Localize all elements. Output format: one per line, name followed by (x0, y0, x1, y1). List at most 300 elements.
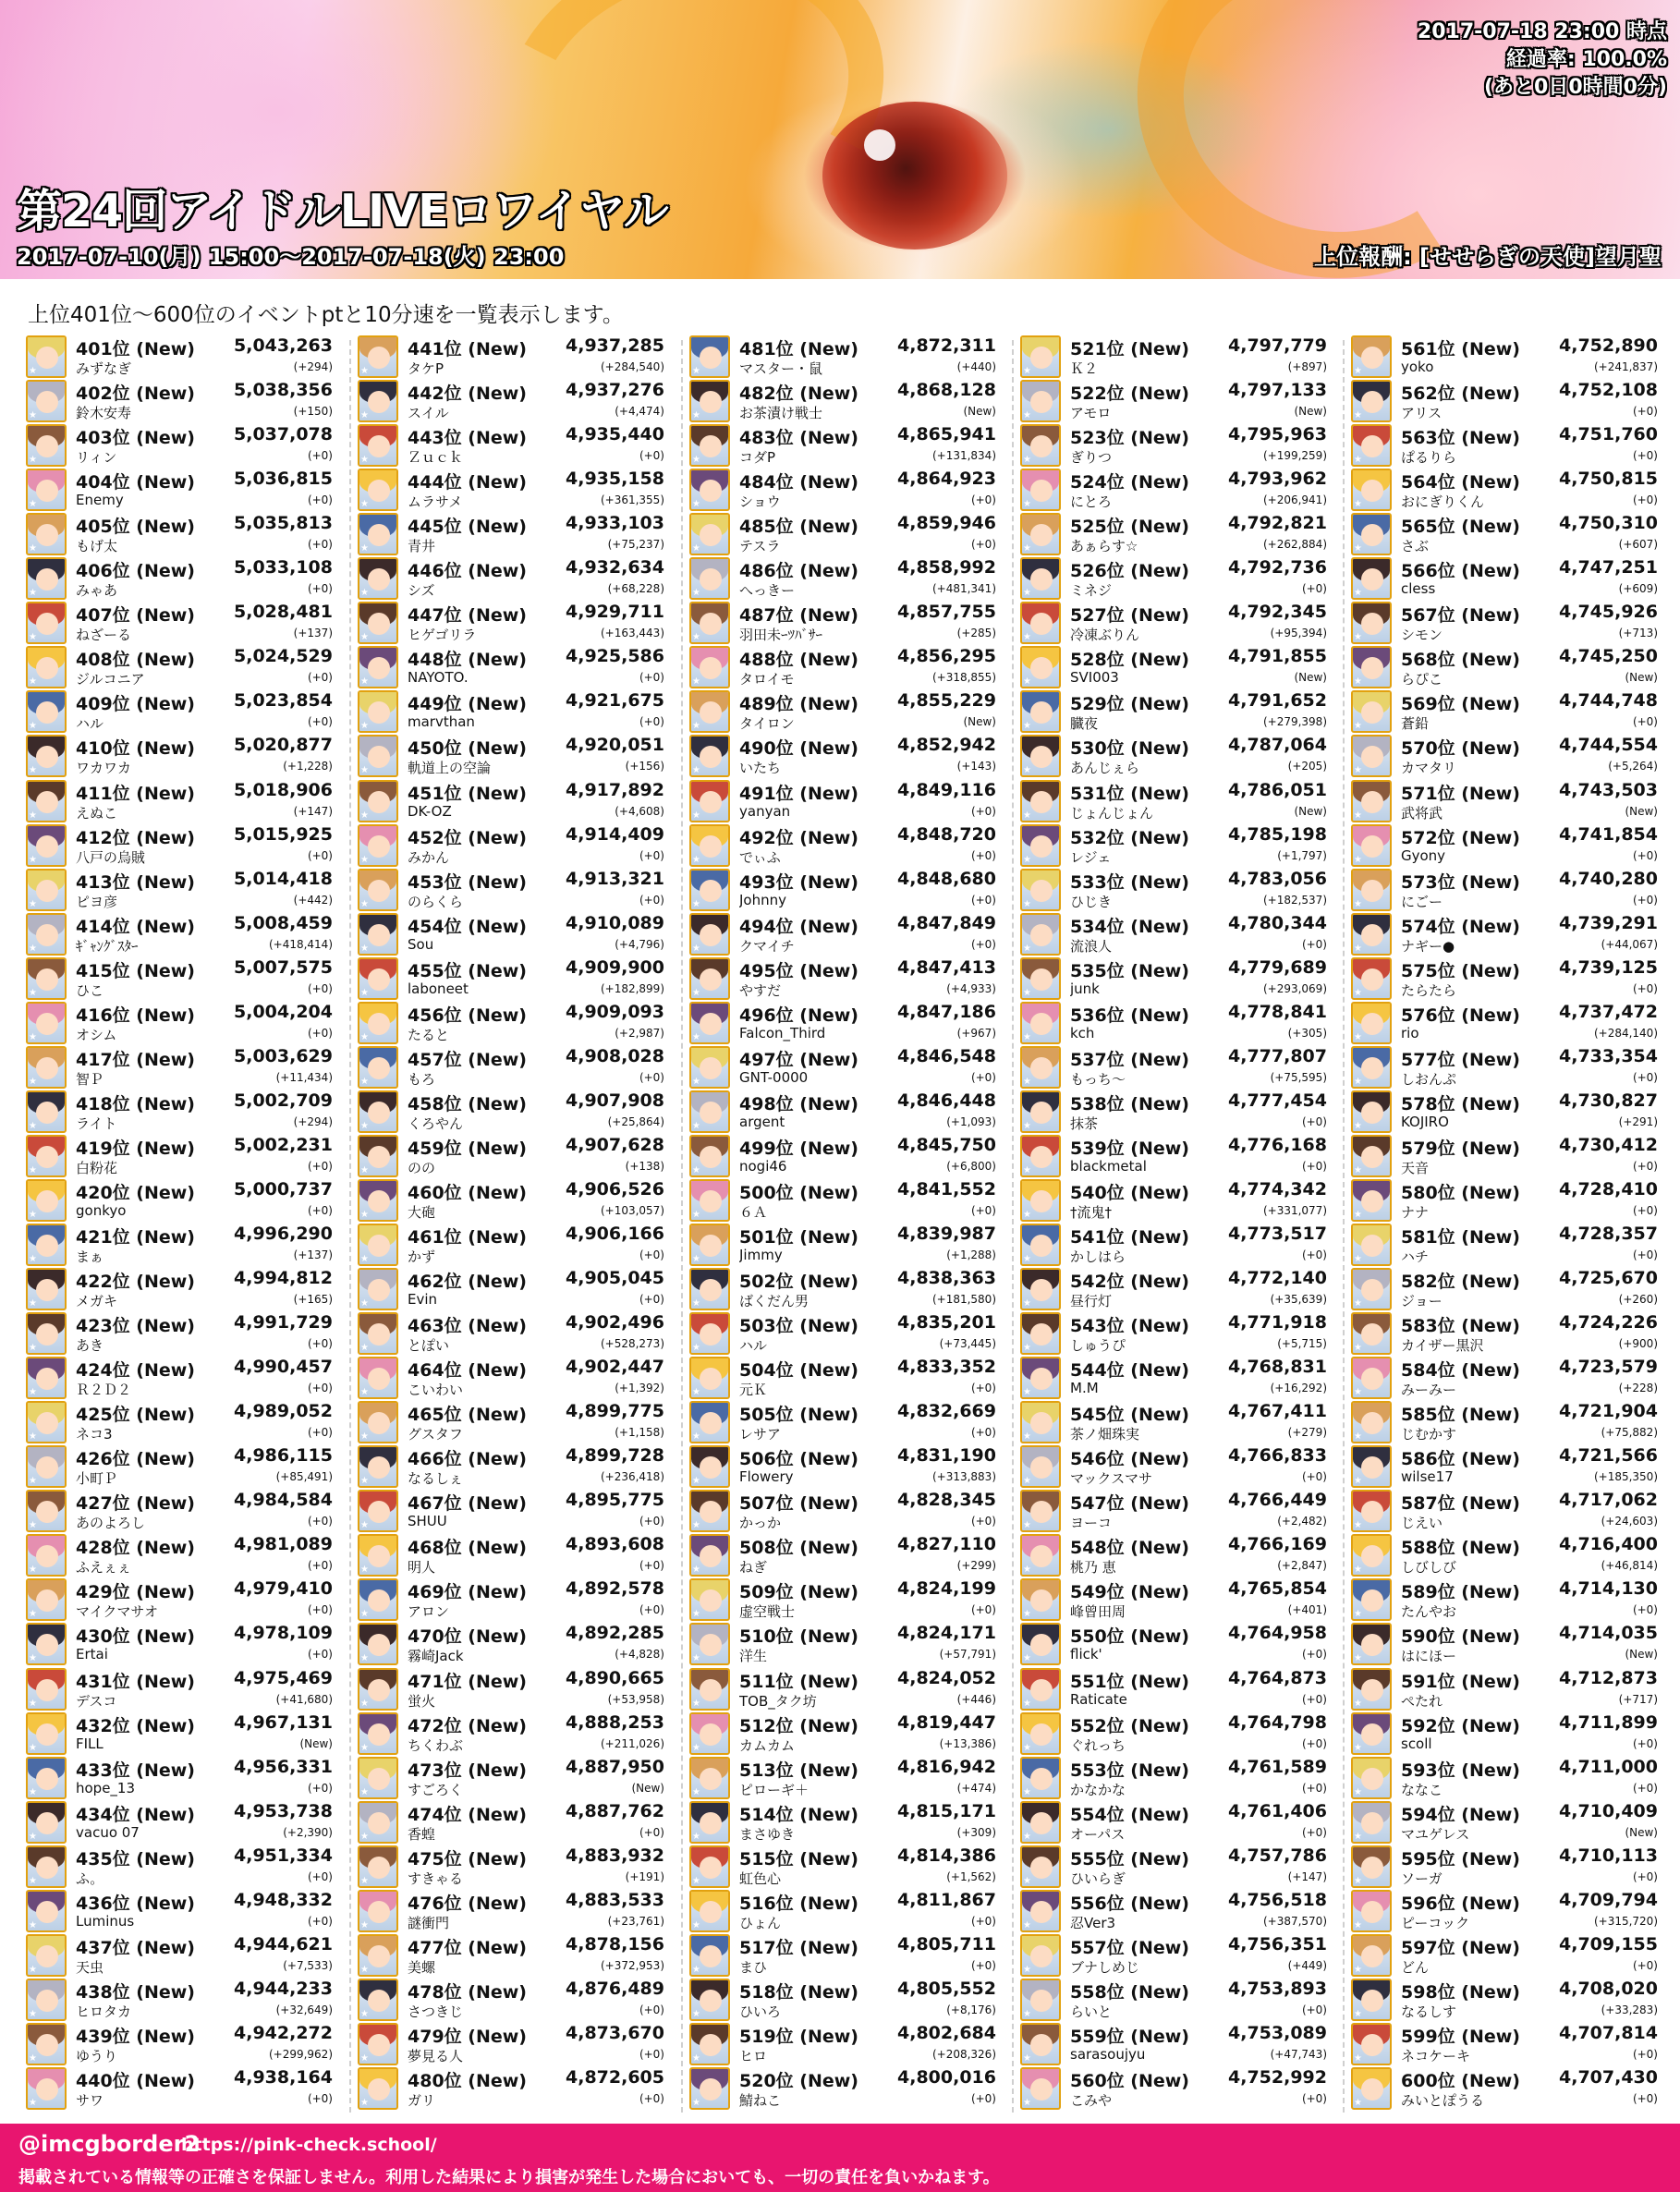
ranking-entry (1020, 1845, 1331, 1889)
ranking-entry (26, 423, 336, 468)
entry-speed: (+85,491) (275, 1470, 333, 1484)
entry-points: 4,766,169 (1228, 1534, 1327, 1555)
idol-avatar-icon (1020, 2067, 1061, 2110)
idol-avatar-icon (358, 1712, 398, 1755)
entry-points: 4,990,457 (234, 1357, 333, 1378)
ranking-entry (1020, 1889, 1331, 1933)
ranking-entry (358, 1356, 668, 1400)
entry-speed: (+0) (307, 1914, 333, 1928)
entry-username: シモン (1401, 627, 1443, 644)
entry-username: へっきー (739, 582, 796, 600)
star-icon: ★ (29, 1875, 37, 1886)
entry-username: ハル (76, 715, 104, 733)
avatar-face (368, 2078, 390, 2101)
entry-username: あぁらす☆ (1070, 538, 1138, 555)
ranking-entry (689, 689, 1000, 734)
idol-avatar-icon (26, 913, 67, 956)
entry-rank: 512位 (New) (739, 1715, 858, 1736)
entry-username: なるしす (1401, 2003, 1457, 2020)
idol-avatar-icon (26, 1801, 67, 1844)
idol-avatar-icon (1020, 424, 1061, 467)
star-icon: ★ (360, 1254, 369, 1264)
idol-avatar-icon (358, 824, 398, 867)
entry-speed: (+0) (307, 1648, 333, 1662)
ranking-entry (1351, 1444, 1662, 1489)
entry-points: 4,841,552 (897, 1178, 996, 1200)
entry-rank: 474位 (New) (408, 1804, 527, 1825)
entry-points: 5,007,575 (234, 956, 333, 978)
idol-avatar-icon (358, 1179, 398, 1222)
avatar-face (1030, 880, 1053, 902)
idol-avatar-icon (1351, 1312, 1392, 1355)
entry-points: 5,035,813 (234, 513, 333, 534)
entry-points: 4,846,548 (897, 1045, 996, 1066)
ranking-entry (1020, 1045, 1331, 1090)
entry-points: 4,777,807 (1228, 1045, 1327, 1066)
avatar-face (1361, 1057, 1383, 1079)
ranking-entry (358, 1577, 668, 1622)
star-icon: ★ (360, 721, 369, 732)
ranking-entry (1351, 601, 1662, 645)
avatar-face (700, 2034, 722, 2056)
entry-speed: (+156) (625, 760, 664, 773)
idol-avatar-icon (689, 913, 730, 956)
idol-avatar-icon (358, 557, 398, 600)
entry-speed: (+713) (1618, 627, 1658, 640)
entry-speed: (+0) (1632, 1736, 1658, 1750)
entry-rank: 410位 (New) (76, 738, 195, 760)
ranking-entry (1020, 2022, 1331, 2066)
entry-username: なるしぇ (408, 1470, 464, 1488)
idol-avatar-icon (358, 780, 398, 822)
ranking-entry (1020, 1178, 1331, 1223)
entry-points: 4,831,190 (897, 1445, 996, 1467)
entry-username: 智Ｐ (76, 1070, 104, 1088)
avatar-face (1361, 924, 1383, 946)
star-icon: ★ (1354, 2008, 1362, 2019)
entry-username: カイザー黒沢 (1401, 1337, 1484, 1355)
entry-speed: (+0) (307, 1382, 333, 1395)
entry-username: まひ (739, 1958, 768, 1976)
entry-points: 4,730,827 (1559, 1090, 1658, 1111)
entry-speed: (+147) (293, 804, 333, 818)
idol-avatar-icon (689, 1890, 730, 1932)
ranking-entry (26, 1978, 336, 2022)
idol-avatar-icon (1020, 1534, 1061, 1577)
entry-username: ばくだん男 (739, 1293, 810, 1310)
entry-rank: 561位 (New) (1401, 339, 1520, 359)
entry-rank: 598位 (New) (1401, 1981, 1520, 2003)
entry-speed: (+0) (970, 1958, 996, 1972)
avatar-face (36, 568, 58, 591)
entry-points: 5,036,815 (234, 469, 333, 490)
star-icon: ★ (29, 1031, 37, 1042)
star-icon: ★ (360, 854, 369, 865)
entry-points: 4,744,554 (1559, 735, 1658, 756)
entry-points: 4,887,950 (566, 1756, 664, 1777)
ranking-entry (1351, 1933, 1662, 1978)
idol-avatar-icon (26, 646, 67, 688)
idol-avatar-icon (358, 513, 398, 555)
entry-username: 冷凍ぶりん (1070, 627, 1140, 644)
entry-points: 4,855,229 (897, 690, 996, 712)
entry-points: 4,846,448 (897, 1090, 996, 1111)
star-icon: ★ (29, 1609, 37, 1620)
entry-points: 4,986,115 (234, 1445, 333, 1467)
ranking-entry (1020, 1577, 1331, 1622)
entry-points: 4,811,867 (897, 1889, 996, 1910)
ranking-entry (1351, 1134, 1662, 1178)
entry-points: 4,994,812 (234, 1268, 333, 1289)
star-icon: ★ (692, 1254, 700, 1264)
entry-points: 5,018,906 (234, 779, 333, 800)
entry-speed: (+0) (1632, 1603, 1658, 1617)
entry-speed: (+75,595) (1270, 1070, 1327, 1084)
ranking-entry (1351, 1400, 1662, 1444)
star-icon: ★ (29, 2097, 37, 2108)
entry-points: 4,827,110 (897, 1534, 996, 1555)
star-icon: ★ (1354, 1120, 1362, 1131)
ranking-entry (1351, 1889, 1662, 1933)
footer-handle[interactable]: @imcgborder2 (18, 2131, 201, 2157)
idol-avatar-icon (26, 2023, 67, 2065)
entry-points: 4,793,962 (1228, 469, 1327, 490)
avatar-face (700, 1501, 722, 1523)
entry-points: 4,710,113 (1559, 1845, 1658, 1866)
entry-points: 4,887,762 (566, 1800, 664, 1821)
avatar-face (36, 968, 58, 991)
idol-avatar-icon (1020, 602, 1061, 644)
time-remaining: (あと0日0時間0分) (1483, 76, 1667, 99)
star-icon: ★ (692, 1031, 700, 1042)
avatar-face (1361, 657, 1383, 679)
star-icon: ★ (692, 1298, 700, 1309)
avatar-face (36, 1412, 58, 1434)
entry-rank: 454位 (New) (408, 916, 527, 937)
avatar-face (1361, 1323, 1383, 1346)
avatar-face (36, 1901, 58, 1923)
star-icon: ★ (692, 676, 700, 688)
star-icon: ★ (29, 943, 37, 954)
entry-points: 4,942,272 (234, 2022, 333, 2043)
entry-username: たらたら (1401, 981, 1457, 999)
star-icon: ★ (692, 1786, 700, 1797)
entry-rank: 577位 (New) (1401, 1049, 1520, 1070)
idol-avatar-icon (1351, 469, 1392, 511)
entry-points: 4,756,351 (1228, 1933, 1327, 1955)
ranking-entry (689, 1756, 1000, 1800)
ranking-entry (689, 1667, 1000, 1711)
star-icon: ★ (360, 1120, 369, 1131)
idol-avatar-icon (1020, 780, 1061, 822)
idol-avatar-icon (689, 1357, 730, 1399)
entry-rank: 493位 (New) (739, 871, 858, 893)
avatar-face (36, 1945, 58, 1967)
entry-rank: 530位 (New) (1070, 738, 1189, 760)
star-icon: ★ (1023, 1120, 1031, 1131)
entry-username: ブナしめじ (1070, 1958, 1140, 1976)
avatar-face (368, 1323, 390, 1346)
entry-points: 4,948,332 (234, 1889, 333, 1910)
star-icon: ★ (692, 943, 700, 954)
entry-rank: 458位 (New) (408, 1093, 527, 1114)
entry-speed: (+0) (970, 538, 996, 552)
entry-username: タロイモ (739, 671, 795, 688)
entry-username: ハチ (1401, 1248, 1430, 1265)
ranking-entry (26, 645, 336, 689)
entry-speed: (+0) (1632, 1869, 1658, 1883)
avatar-face (700, 880, 722, 902)
entry-rank: 439位 (New) (76, 2026, 195, 2047)
idol-avatar-icon (26, 1578, 67, 1621)
entry-speed: (+299) (956, 1559, 996, 1573)
ranking-entry (1020, 512, 1331, 556)
entry-speed: (+260) (1618, 1293, 1658, 1307)
ranking-entry (26, 868, 336, 912)
entry-username: みーみー (1401, 1382, 1457, 1399)
ranking-entry (689, 1267, 1000, 1311)
ranking-entry (689, 1001, 1000, 1045)
idol-avatar-icon (1020, 380, 1061, 422)
idol-avatar-icon (1020, 1046, 1061, 1089)
avatar-face (1030, 524, 1053, 546)
entry-points: 4,839,987 (897, 1224, 996, 1244)
ranking-entry (1351, 956, 1662, 1001)
footer-url-link[interactable]: https://pink-check.school/ (181, 2135, 437, 2155)
entry-points: 4,783,056 (1228, 868, 1327, 889)
entry-speed: (+0) (970, 893, 996, 907)
entry-speed: (+211,026) (600, 1736, 664, 1750)
entry-points: 5,014,418 (234, 868, 333, 889)
entry-rank: 492位 (New) (739, 827, 858, 848)
entry-rank: 501位 (New) (739, 1227, 858, 1248)
entry-speed: (+1,093) (946, 1114, 996, 1128)
entry-speed: (+2,847) (1277, 1559, 1327, 1573)
star-icon: ★ (360, 1343, 369, 1354)
entry-username: じえい (1401, 1515, 1443, 1532)
idol-avatar-icon (358, 1845, 398, 1888)
avatar-face (700, 1146, 722, 1168)
entry-speed: (+262,884) (1262, 538, 1327, 552)
entry-speed: (+0) (639, 2003, 664, 2016)
ranking-entry (358, 1223, 668, 1267)
avatar-face (1361, 1768, 1383, 1790)
entry-username: さぶ (1401, 538, 1430, 555)
entry-speed: (+0) (307, 1026, 333, 1040)
entry-rank: 402位 (New) (76, 384, 195, 405)
entry-username: 虹色心 (739, 1869, 782, 1887)
entry-username: ハル (739, 1337, 768, 1355)
ranking-entry (26, 1800, 336, 1845)
avatar-face (700, 746, 722, 768)
entry-speed: (+0) (970, 804, 996, 818)
entry-rank: 589位 (New) (1401, 1582, 1520, 1603)
entry-rank: 592位 (New) (1401, 1715, 1520, 1736)
avatar-face (1030, 1679, 1053, 1701)
star-icon: ★ (360, 1964, 369, 1975)
idol-avatar-icon (358, 1224, 398, 1266)
entry-points: 4,907,628 (566, 1134, 664, 1155)
entry-speed: (+313,883) (931, 1470, 996, 1484)
entry-username: でぃふ (739, 848, 781, 866)
ranking-entry (26, 779, 336, 823)
entry-rank: 528位 (New) (1070, 650, 1189, 671)
avatar-face (700, 1013, 722, 1035)
entry-rank: 494位 (New) (739, 916, 858, 937)
idol-avatar-icon (358, 1934, 398, 1977)
star-icon: ★ (29, 588, 37, 599)
entry-speed: (+0) (307, 1869, 333, 1883)
entry-points: 4,757,786 (1228, 1845, 1327, 1866)
ranking-entry (358, 1533, 668, 1577)
entry-username: 鈴木安寿 (76, 405, 132, 422)
star-icon: ★ (1354, 898, 1362, 909)
idol-avatar-icon (358, 1890, 398, 1932)
entry-points: 4,774,342 (1228, 1178, 1327, 1200)
avatar-face (700, 1102, 722, 1124)
ranking-entry (358, 1667, 668, 1711)
ranking-entry (26, 1889, 336, 1933)
entry-speed: (+0) (1301, 1692, 1327, 1706)
entry-username: かず (408, 1248, 436, 1265)
entry-username: 桃乃 恵 (1070, 1559, 1116, 1577)
entry-username: 小町Ｐ (76, 1470, 118, 1488)
star-icon: ★ (692, 499, 700, 510)
idol-avatar-icon (1351, 2023, 1392, 2065)
avatar-face (368, 1501, 390, 1523)
avatar-face (1030, 1279, 1053, 1301)
star-icon: ★ (29, 632, 37, 643)
entry-rank: 499位 (New) (739, 1138, 858, 1159)
entry-points: 4,791,652 (1228, 690, 1327, 712)
star-icon: ★ (1023, 632, 1031, 643)
entry-username: あのよろし (76, 1515, 146, 1532)
avatar-face (368, 1013, 390, 1035)
star-icon: ★ (360, 1520, 369, 1531)
entry-speed: (+185,350) (1593, 1470, 1658, 1484)
entry-points: 4,892,285 (566, 1623, 664, 1644)
star-icon: ★ (1354, 588, 1362, 599)
avatar-face (1361, 968, 1383, 991)
idol-avatar-icon (1351, 913, 1392, 956)
entry-rank: 599位 (New) (1401, 2026, 1520, 2047)
entry-username: さつきじ (408, 2003, 464, 2020)
entry-points: 4,856,295 (897, 646, 996, 667)
entry-username: レジェ (1070, 848, 1112, 866)
idol-avatar-icon (26, 1490, 67, 1532)
entry-speed: (+418,414) (268, 937, 333, 951)
entry-points: 4,805,552 (897, 1978, 996, 1999)
idol-avatar-icon (26, 1890, 67, 1932)
star-icon: ★ (1354, 499, 1362, 510)
idol-avatar-icon (689, 380, 730, 422)
avatar-face (1361, 880, 1383, 902)
entry-rank: 428位 (New) (76, 1538, 195, 1559)
idol-avatar-icon (1020, 690, 1061, 733)
entry-rank: 464位 (New) (408, 1360, 527, 1382)
star-icon: ★ (29, 1343, 37, 1354)
entry-speed: (+0) (307, 1337, 333, 1351)
star-icon: ★ (29, 765, 37, 776)
entry-rank: 475位 (New) (408, 1848, 527, 1869)
star-icon: ★ (360, 1476, 369, 1487)
avatar-face (36, 1723, 58, 1746)
ranking-entry (689, 1178, 1000, 1223)
entry-speed: (+4,828) (615, 1648, 664, 1662)
entry-username: nogi46 (739, 1157, 787, 1175)
star-icon: ★ (1354, 1875, 1362, 1886)
avatar-face (1030, 924, 1053, 946)
entry-rank: 537位 (New) (1070, 1049, 1189, 1070)
star-icon: ★ (1023, 2097, 1031, 2108)
entry-points: 4,745,926 (1559, 602, 1658, 623)
ranking-entry (358, 1178, 668, 1223)
entry-rank: 520位 (New) (739, 2070, 858, 2091)
idol-avatar-icon (358, 1979, 398, 2021)
avatar-face (368, 1945, 390, 1967)
entry-points: 4,730,412 (1559, 1134, 1658, 1155)
avatar-face (1030, 613, 1053, 635)
entry-rank: 452位 (New) (408, 827, 527, 848)
entry-username: カムカム (739, 1736, 796, 1754)
idol-avatar-icon (358, 1801, 398, 1844)
star-icon: ★ (1354, 854, 1362, 865)
entry-speed: (+0) (307, 715, 333, 729)
entry-speed: (+0) (970, 1515, 996, 1528)
entry-points: 4,752,890 (1559, 335, 1658, 356)
entry-points: 4,908,028 (566, 1045, 664, 1066)
entry-speed: (+607) (1618, 538, 1658, 552)
entry-rank: 504位 (New) (739, 1360, 858, 1382)
entry-rank: 455位 (New) (408, 960, 527, 981)
entry-username: ぎりつ (1070, 449, 1113, 467)
entry-username: 洋生 (739, 1648, 768, 1665)
entry-speed: (+0) (1301, 1781, 1327, 1795)
entry-rank: 543位 (New) (1070, 1316, 1189, 1337)
star-icon: ★ (692, 1209, 700, 1220)
entry-rank: 403位 (New) (76, 428, 195, 449)
idol-avatar-icon (1351, 1578, 1392, 1621)
star-icon: ★ (1354, 632, 1362, 643)
entry-rank: 581位 (New) (1401, 1227, 1520, 1248)
idol-avatar-icon (1351, 513, 1392, 555)
avatar-face (700, 1235, 722, 1257)
idol-avatar-icon (689, 824, 730, 867)
entry-username: 軌道上の空論 (408, 760, 492, 777)
avatar-face (1361, 2078, 1383, 2101)
entry-username: テスラ (739, 538, 781, 555)
avatar-face (36, 1589, 58, 1612)
star-icon: ★ (1023, 1919, 1031, 1930)
idol-avatar-icon (26, 1845, 67, 1888)
entry-rank: 482位 (New) (739, 384, 858, 405)
entry-speed: (+0) (970, 2091, 996, 2105)
avatar-face (368, 1723, 390, 1746)
entry-rank: 421位 (New) (76, 1227, 195, 1248)
entry-speed: (+0) (970, 493, 996, 507)
entry-speed: (New) (963, 715, 996, 729)
avatar-face (1361, 1990, 1383, 2012)
entry-rank: 416位 (New) (76, 1005, 195, 1026)
entry-speed: (+442) (293, 893, 333, 907)
entry-rank: 588位 (New) (1401, 1538, 1520, 1559)
idol-avatar-icon (689, 690, 730, 733)
ranking-entry (358, 912, 668, 956)
star-icon: ★ (1354, 2097, 1362, 2108)
entry-points: 4,740,280 (1559, 868, 1658, 889)
entry-points: 4,978,109 (234, 1623, 333, 1644)
entry-speed: (New) (1625, 671, 1658, 685)
